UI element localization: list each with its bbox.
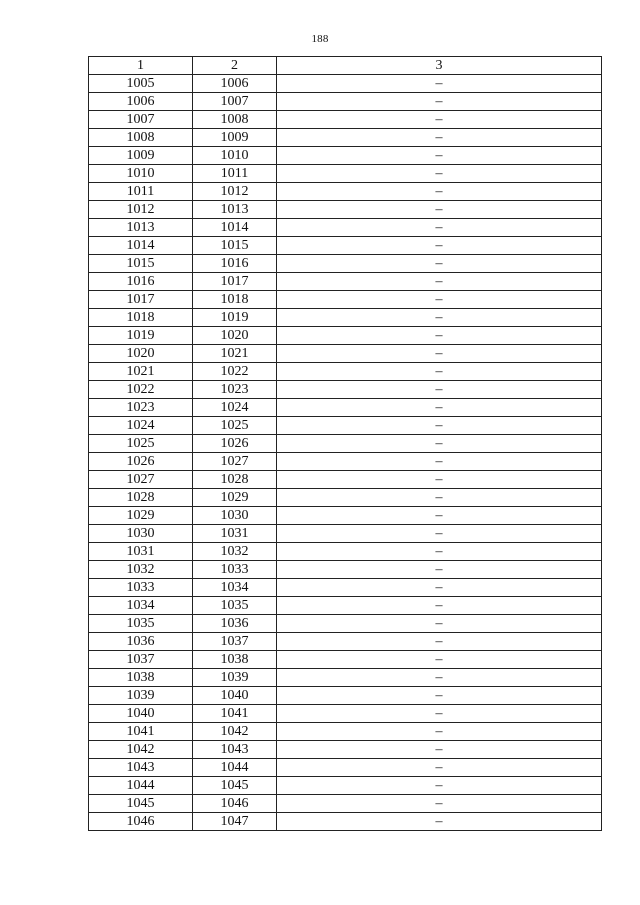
table-cell-col-3: – bbox=[277, 669, 602, 687]
table-cell-col-3: – bbox=[277, 615, 602, 633]
table-row bbox=[89, 201, 602, 219]
table-cell-col-1: 1019 bbox=[89, 327, 193, 345]
table-row bbox=[89, 525, 602, 543]
table-cell-col-2: 1036 bbox=[193, 615, 277, 633]
table-cell-col-2: 1033 bbox=[193, 561, 277, 579]
table-cell-col-1: 1028 bbox=[89, 489, 193, 507]
table-cell-col-2: 1011 bbox=[193, 165, 277, 183]
table-cell-col-1: 1023 bbox=[89, 399, 193, 417]
table-cell-col-3: – bbox=[277, 183, 602, 201]
table-cell-col-3: – bbox=[277, 399, 602, 417]
table-cell-col-1: 1031 bbox=[89, 543, 193, 561]
table-row bbox=[89, 165, 602, 183]
table-cell-col-2: 1022 bbox=[193, 363, 277, 381]
table-row bbox=[89, 93, 602, 111]
table-row bbox=[89, 795, 602, 813]
table-row bbox=[89, 345, 602, 363]
table-cell-col-2: 1035 bbox=[193, 597, 277, 615]
table-cell-col-3: – bbox=[277, 273, 602, 291]
table-cell-col-1: 1020 bbox=[89, 345, 193, 363]
table-cell-col-3: – bbox=[277, 471, 602, 489]
table-cell-col-3: – bbox=[277, 75, 602, 93]
table-row bbox=[89, 723, 602, 741]
table-row bbox=[89, 741, 602, 759]
table-cell-col-1: 1012 bbox=[89, 201, 193, 219]
table-cell-col-1: 1045 bbox=[89, 795, 193, 813]
table-cell-col-1: 1024 bbox=[89, 417, 193, 435]
table-cell-col-2: 1027 bbox=[193, 453, 277, 471]
table-cell-col-2: 1021 bbox=[193, 345, 277, 363]
table-cell-col-1: 1022 bbox=[89, 381, 193, 399]
table-cell-col-2: 1034 bbox=[193, 579, 277, 597]
table-row bbox=[89, 309, 602, 327]
table-cell-col-2: 1023 bbox=[193, 381, 277, 399]
page-number: 188 bbox=[311, 33, 329, 45]
table-cell-col-2: 1042 bbox=[193, 723, 277, 741]
table-cell-col-1: 1026 bbox=[89, 453, 193, 471]
table-cell-col-1: 1035 bbox=[89, 615, 193, 633]
table-row bbox=[89, 255, 602, 273]
table-cell-col-2: 1046 bbox=[193, 795, 277, 813]
table-cell-col-3: – bbox=[277, 345, 602, 363]
table-cell-col-1: 1027 bbox=[89, 471, 193, 489]
table-cell-col-1: 1005 bbox=[89, 75, 193, 93]
table-cell-col-3: – bbox=[277, 813, 602, 831]
table-cell-col-1: 1025 bbox=[89, 435, 193, 453]
table-cell-col-1: 1036 bbox=[89, 633, 193, 651]
table-cell-col-2: 1010 bbox=[193, 147, 277, 165]
table-cell-col-1: 1038 bbox=[89, 669, 193, 687]
table-cell-col-2: 1032 bbox=[193, 543, 277, 561]
table-body bbox=[89, 75, 602, 831]
table-row bbox=[89, 75, 602, 93]
table-cell-col-1: 1041 bbox=[89, 723, 193, 741]
table-cell-col-2: 1008 bbox=[193, 111, 277, 129]
table-cell-col-2: 1031 bbox=[193, 525, 277, 543]
table-row bbox=[89, 687, 602, 705]
table-cell-col-2: 1041 bbox=[193, 705, 277, 723]
table-cell-col-2: 1018 bbox=[193, 291, 277, 309]
table-row bbox=[89, 615, 602, 633]
table-cell-col-2: 1026 bbox=[193, 435, 277, 453]
table-row bbox=[89, 381, 602, 399]
table-row bbox=[89, 813, 602, 831]
table-cell-col-2: 1019 bbox=[193, 309, 277, 327]
table-cell-col-1: 1011 bbox=[89, 183, 193, 201]
table-cell-col-2: 1047 bbox=[193, 813, 277, 831]
table-row bbox=[89, 399, 602, 417]
table-cell-col-3: – bbox=[277, 363, 602, 381]
table-cell-col-3: – bbox=[277, 219, 602, 237]
table-row bbox=[89, 435, 602, 453]
table-cell-col-1: 1015 bbox=[89, 255, 193, 273]
table-cell-col-1: 1040 bbox=[89, 705, 193, 723]
table-cell-col-3: – bbox=[277, 597, 602, 615]
table-cell-col-1: 1032 bbox=[89, 561, 193, 579]
table-cell-col-2: 1045 bbox=[193, 777, 277, 795]
table-row bbox=[89, 651, 602, 669]
table-cell-col-3: – bbox=[277, 309, 602, 327]
table-row bbox=[89, 579, 602, 597]
table-cell-col-1: 1006 bbox=[89, 93, 193, 111]
table-cell-col-1: 1034 bbox=[89, 597, 193, 615]
table-row bbox=[89, 507, 602, 525]
table-row bbox=[89, 273, 602, 291]
table-row bbox=[89, 759, 602, 777]
table-cell-col-3: – bbox=[277, 525, 602, 543]
table-cell-col-1: 1030 bbox=[89, 525, 193, 543]
table-row bbox=[89, 363, 602, 381]
table-row bbox=[89, 489, 602, 507]
table-cell-col-2: 1012 bbox=[193, 183, 277, 201]
table-row bbox=[89, 633, 602, 651]
table-cell-col-1: 1007 bbox=[89, 111, 193, 129]
table-cell-col-1: 1010 bbox=[89, 165, 193, 183]
table-cell-col-3: – bbox=[277, 417, 602, 435]
table-cell-col-1: 1044 bbox=[89, 777, 193, 795]
table-cell-col-3: – bbox=[277, 759, 602, 777]
table-cell-col-2: 1030 bbox=[193, 507, 277, 525]
table-cell-col-3: – bbox=[277, 381, 602, 399]
table-cell-col-3: – bbox=[277, 147, 602, 165]
table-cell-col-2: 1015 bbox=[193, 237, 277, 255]
table-cell-col-1: 1043 bbox=[89, 759, 193, 777]
table-cell-col-1: 1014 bbox=[89, 237, 193, 255]
table-row bbox=[89, 543, 602, 561]
column-header-1: 1 bbox=[89, 57, 193, 75]
table-row bbox=[89, 327, 602, 345]
table-cell-col-3: – bbox=[277, 201, 602, 219]
table-row bbox=[89, 669, 602, 687]
table-cell-col-3: – bbox=[277, 741, 602, 759]
table-cell-col-1: 1017 bbox=[89, 291, 193, 309]
table-cell-col-3: – bbox=[277, 723, 602, 741]
table-cell-col-3: – bbox=[277, 777, 602, 795]
table-cell-col-3: – bbox=[277, 543, 602, 561]
table-cell-col-3: – bbox=[277, 291, 602, 309]
column-header-3: 3 bbox=[277, 57, 602, 75]
table-cell-col-2: 1020 bbox=[193, 327, 277, 345]
column-header-2: 2 bbox=[193, 57, 277, 75]
table-cell-col-2: 1038 bbox=[193, 651, 277, 669]
table-cell-col-3: – bbox=[277, 255, 602, 273]
table-cell-col-2: 1028 bbox=[193, 471, 277, 489]
table-row bbox=[89, 417, 602, 435]
table-cell-col-3: – bbox=[277, 327, 602, 345]
table-row bbox=[89, 453, 602, 471]
table-cell-col-3: – bbox=[277, 489, 602, 507]
table-cell-col-2: 1039 bbox=[193, 669, 277, 687]
table-row bbox=[89, 219, 602, 237]
table-cell-col-3: – bbox=[277, 687, 602, 705]
table-cell-col-2: 1037 bbox=[193, 633, 277, 651]
table-cell-col-1: 1046 bbox=[89, 813, 193, 831]
table-row bbox=[89, 237, 602, 255]
table-cell-col-3: – bbox=[277, 435, 602, 453]
table-row bbox=[89, 597, 602, 615]
table-row bbox=[89, 291, 602, 309]
table-cell-col-2: 1017 bbox=[193, 273, 277, 291]
table-cell-col-3: – bbox=[277, 453, 602, 471]
table-cell-col-1: 1021 bbox=[89, 363, 193, 381]
table-cell-col-1: 1013 bbox=[89, 219, 193, 237]
table-header-row bbox=[89, 57, 602, 75]
table-cell-col-3: – bbox=[277, 561, 602, 579]
table-cell-col-1: 1029 bbox=[89, 507, 193, 525]
table-cell-col-2: 1016 bbox=[193, 255, 277, 273]
table-cell-col-2: 1009 bbox=[193, 129, 277, 147]
table-cell-col-1: 1039 bbox=[89, 687, 193, 705]
table-cell-col-2: 1013 bbox=[193, 201, 277, 219]
table-cell-col-2: 1043 bbox=[193, 741, 277, 759]
table-cell-col-1: 1037 bbox=[89, 651, 193, 669]
table-cell-col-3: – bbox=[277, 633, 602, 651]
table-row bbox=[89, 111, 602, 129]
table-cell-col-1: 1033 bbox=[89, 579, 193, 597]
table-cell-col-2: 1040 bbox=[193, 687, 277, 705]
table-cell-col-1: 1008 bbox=[89, 129, 193, 147]
table-cell-col-2: 1044 bbox=[193, 759, 277, 777]
table-cell-col-3: – bbox=[277, 651, 602, 669]
table-cell-col-3: – bbox=[277, 705, 602, 723]
table-cell-col-2: 1025 bbox=[193, 417, 277, 435]
table-row bbox=[89, 471, 602, 489]
table-cell-col-3: – bbox=[277, 111, 602, 129]
table-cell-col-3: – bbox=[277, 237, 602, 255]
table-row bbox=[89, 705, 602, 723]
table-cell-col-3: – bbox=[277, 579, 602, 597]
table-cell-col-2: 1007 bbox=[193, 93, 277, 111]
table-row bbox=[89, 777, 602, 795]
data-table bbox=[88, 56, 602, 831]
table-cell-col-1: 1018 bbox=[89, 309, 193, 327]
table-cell-col-3: – bbox=[277, 129, 602, 147]
table-row bbox=[89, 147, 602, 165]
table-cell-col-2: 1024 bbox=[193, 399, 277, 417]
table-cell-col-2: 1006 bbox=[193, 75, 277, 93]
table-cell-col-2: 1029 bbox=[193, 489, 277, 507]
table-row bbox=[89, 561, 602, 579]
table-row bbox=[89, 183, 602, 201]
table-cell-col-3: – bbox=[277, 165, 602, 183]
table-cell-col-3: – bbox=[277, 93, 602, 111]
table-cell-col-3: – bbox=[277, 795, 602, 813]
table-cell-col-2: 1014 bbox=[193, 219, 277, 237]
table-cell-col-1: 1016 bbox=[89, 273, 193, 291]
table-cell-col-1: 1042 bbox=[89, 741, 193, 759]
table-cell-col-1: 1009 bbox=[89, 147, 193, 165]
table-row bbox=[89, 129, 602, 147]
table-cell-col-3: – bbox=[277, 507, 602, 525]
